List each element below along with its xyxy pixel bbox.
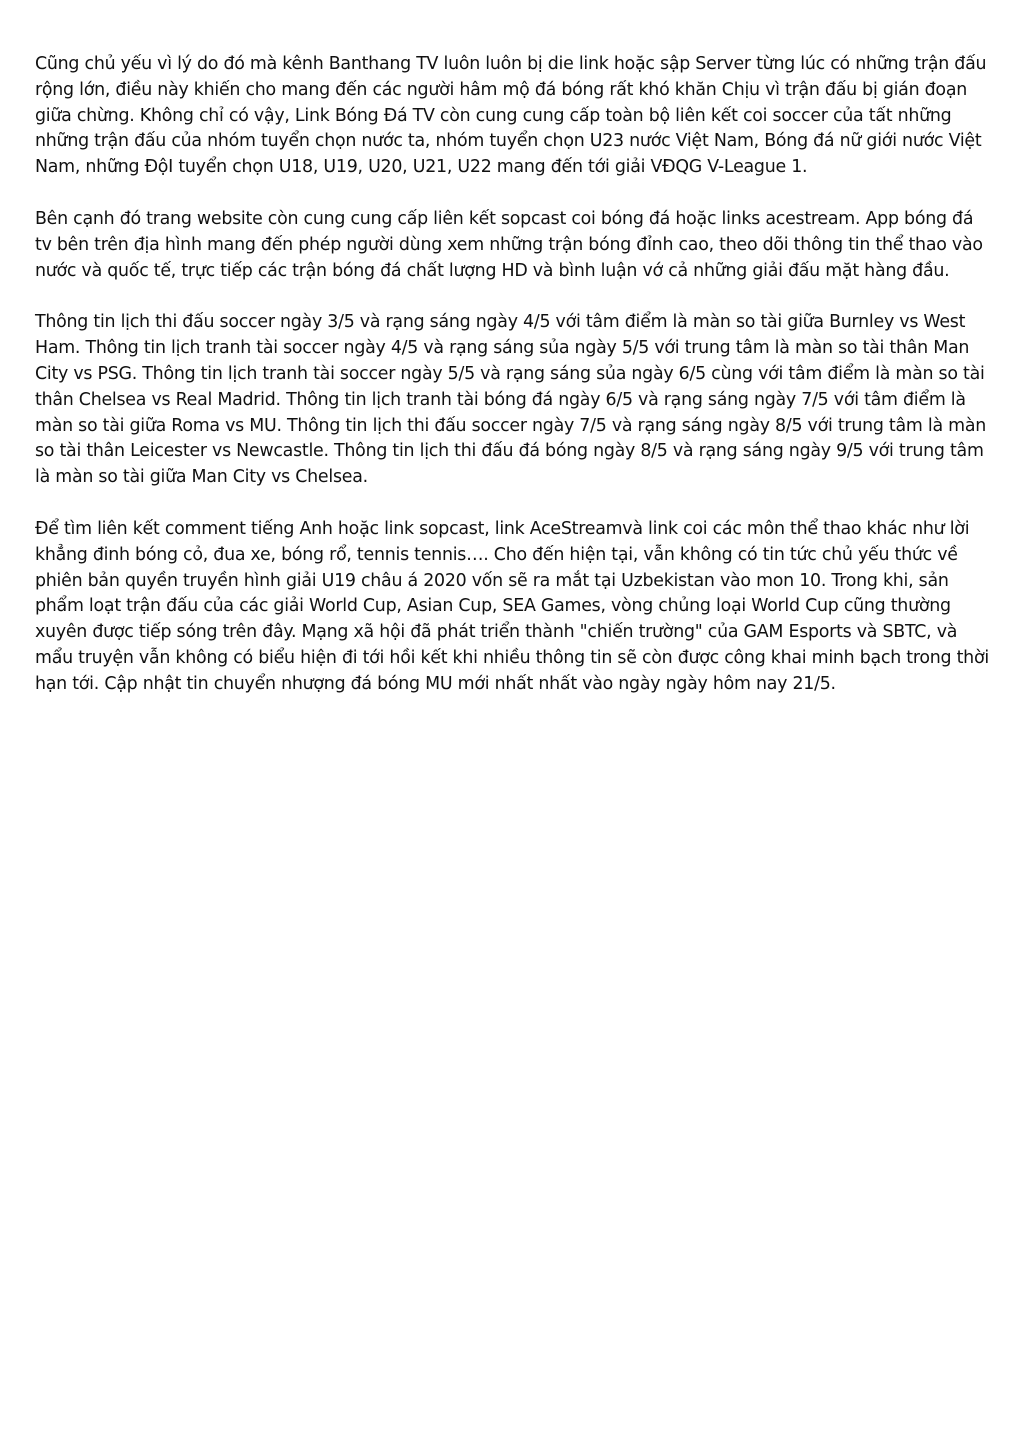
paragraph-4: Để tìm liên kết comment tiếng Anh hoặc link sopcast, link AceStreamvà link coi các môn thể thao khác như lời khẳng đinh bóng cỏ, đua xe, bóng rổ, tennis tennis…. Cho đến hiện tại, vẫn không có tin tức chủ yếu thức về phiên bản quyền truyền hình giải U19 châu á 2020 vốn sẽ ra mắt tại Uzbekistan vào mon 10. Trong khi, sản phẩm loạt trận đấu của các giải World Cup, Asian Cup, SEA Games, vòng chủng loại World Cup cũng thường xuyên được tiếp sóng trên đây. Mạng xã hội đã phát triển thành "chiến trường" của GAM Esports và SBTC, và mẩu truyện vẫn không có biểu hiện đi tới hồi kết khi nhiều thông tin sẽ còn được công khai minh bạch trong thời hạn tới. Cập nhật tin chuyển nhượng đá bóng MU mới nhất nhất vào ngày ngày hôm nay 21/5. [35, 518, 989, 694]
paragraph-3: Thông tin lịch thi đấu soccer ngày 3/5 và rạng sáng ngày 4/5 với tâm điểm là màn so tài giữa Burnley vs West Ham. Thông tin lịch tranh tài soccer ngày 4/5 và rạng sáng sủa ngày 5/5 với trung tâm là màn so tài thân Man City vs PSG. Thông tin lịch tranh tài soccer ngày 5/5 và rạng sáng sủa ngày 6/5 cùng với tâm điểm là màn so tài thân Chelsea vs Real Madrid. Thông tin lịch tranh tài bóng đá ngày 6/5 và rạng sáng ngày 7/5 với tâm điểm là màn so tài giữa Roma vs MU. Thông tin lịch thi đấu soccer ngày 7/5 và rạng sáng ngày 8/5 với trung tâm là màn so tài thân Leicester vs Newcastle. Thông tin lịch thi đấu đá bóng ngày 8/5 và rạng sáng ngày 9/5 với trung tâm là màn so tài giữa Man City vs Chelsea. [35, 312, 987, 488]
document-body [35, 52, 993, 724]
paragraph-1: Cũng chủ yếu vì lý do đó mà kênh Banthang TV luôn luôn bị die link hoặc sập Server từng lúc có những trận đấu rộng lớn, điều này khiến cho mang đến các người hâm mộ đá bóng rất khó khăn Chịu vì trận đấu bị gián đoạn giữa chừng. Không chỉ có vậy, Link Bóng Đá TV còn cung cung cấp toàn bộ liên kết coi soccer của tất những những trận đấu của nhóm tuyển chọn nước ta, nhóm tuyển chọn U23 nước Việt Nam, Bóng đá nữ giới nước Việt Nam, những ĐộI tuyển chọn U18, U19, U20, U21, U22 mang đến tới giải VĐQG V-League 1. [35, 54, 987, 178]
paragraph-2: Bên cạnh đó trang website còn cung cung cấp liên kết sopcast coi bóng đá hoặc links acestream. App bóng đá tv bên trên địa hình mang đến phép người dùng xem những trận bóng đỉnh cao, theo dõi thông tin thể thao vào nước và quốc tế, trực tiếp các trận bóng đá chất lượng HD và bình luận vớ cả những giải đấu mặt hàng đầu. [35, 208, 983, 281]
